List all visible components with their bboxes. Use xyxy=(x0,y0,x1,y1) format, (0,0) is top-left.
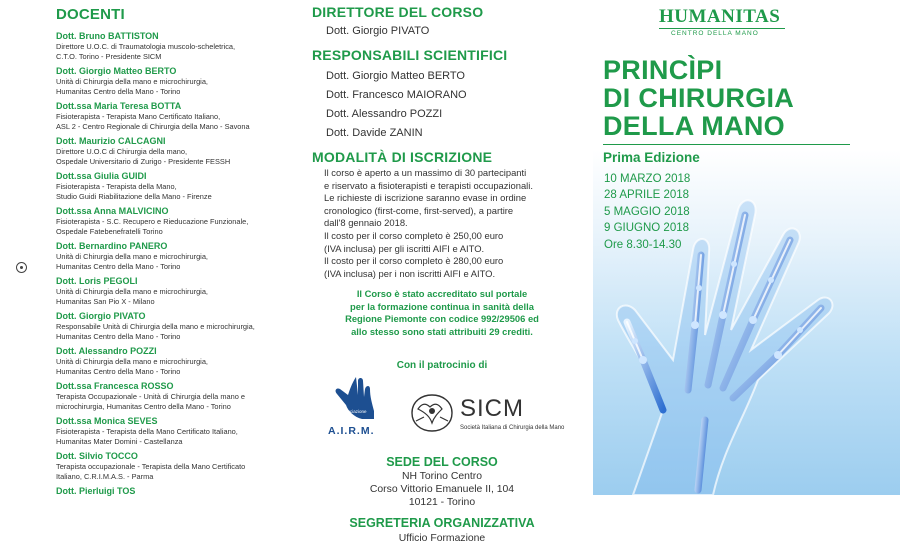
sicm-subtitle: Società Italiana di Chirurgia della Mano xyxy=(460,424,565,431)
docente-role: Fisioterapista - Terapista della Mano, xyxy=(56,182,177,191)
docente-role: Terapista Occupazionale - Unità di Chirurgia della mano e xyxy=(56,392,245,401)
docente-role: Studio Guidi Riabilitazione della Mano - Firenze xyxy=(56,192,212,201)
docente-name: Dott. Maurizio CALCAGNI xyxy=(56,136,166,146)
sede-line: Corso Vittorio Emanuele II, 104 xyxy=(369,483,515,495)
logo-divider xyxy=(659,28,785,29)
modalita-line: e riservato a fisioterapisti e terapisti occupazionali. xyxy=(324,179,533,191)
docente-name: Dott.ssa Giulia GUIDI xyxy=(56,171,147,181)
accreditation-line: per la formazione continua in sanità della xyxy=(350,300,534,312)
docente-entry xyxy=(56,206,280,237)
modalita-text xyxy=(324,167,572,280)
sicm-emblem xyxy=(408,389,456,435)
sponsor-logos xyxy=(312,375,572,447)
docente-entry xyxy=(56,171,280,202)
date-item: 5 MAGGIO 2018 xyxy=(604,205,690,218)
docente-role: Direttore U.O.C. di Traumatologia muscolo-scheletrica, xyxy=(56,42,236,51)
modalita-line: dall'8 gennaio 2018. xyxy=(324,217,408,229)
docente-role: C.T.O. Torino - Presidente SICM xyxy=(56,52,162,61)
humanitas-logo: HUMANITAS xyxy=(659,6,781,27)
modalita-line: Il costo per il corso completo è 250,00 euro xyxy=(324,229,504,241)
title-divider xyxy=(603,144,850,145)
humanitas-logo-sub: CENTRO DELLA MANO xyxy=(671,30,759,37)
docente-role: Humanitas Centro della Mano - Torino xyxy=(56,367,181,376)
direttore-name: Dott. Giorgio PIVATO xyxy=(326,25,430,37)
docente-entry xyxy=(56,311,280,342)
responsabili-list xyxy=(326,67,572,143)
docente-entry xyxy=(56,31,280,62)
docente-name: Dott. Giorgio Matteo BERTO xyxy=(56,66,177,76)
docente-name: Dott. Bruno BATTISTON xyxy=(56,31,159,41)
docente-role: Humanitas Centro della Mano - Torino xyxy=(56,87,181,96)
docente-role: Humanitas San Pio X - Milano xyxy=(56,297,155,306)
docente-name: Dott. Bernardino PANERO xyxy=(56,241,168,251)
docente-name: Dott.ssa Maria Teresa BOTTA xyxy=(56,101,182,111)
docente-role: Fisioterapista - S.C. Recupero e Rieducazione Funzionale, xyxy=(56,217,249,226)
modalita-title: MODALITÀ DI ISCRIZIONE xyxy=(312,149,493,165)
docente-role: Unità di Chirurgia della mano e microchirurgia, xyxy=(56,252,208,261)
sede-title: SEDE DEL CORSO xyxy=(386,454,498,469)
docente-role: Italiano, C.R.I.M.A.S. - Parma xyxy=(56,472,154,481)
registration-mark-left xyxy=(16,262,27,273)
docenti-title: DOCENTI xyxy=(56,6,125,23)
docente-role: ASL 2 - Centro Regionale di Chirurgia della Mano - Savona xyxy=(56,122,250,131)
sede-line: 10121 - Torino xyxy=(408,496,476,508)
cover-title-line: DI CHIRURGIA xyxy=(603,83,795,113)
airm-small-text: Associazione Italiana Riabilitazione Mano xyxy=(340,408,380,424)
docente-role: Fisioterapista - Terapista della Mano Certificato Italiano, xyxy=(56,427,238,436)
responsabili-title: RESPONSABILI SCIENTIFICI xyxy=(312,47,508,63)
docente-entry xyxy=(56,276,280,307)
docente-name: Dott.ssa Monica SEVES xyxy=(56,416,158,426)
date-item: 10 MARZO 2018 xyxy=(604,173,691,185)
sicm-name: SICM xyxy=(460,394,524,422)
docente-role: Unità di Chirurgia della mano e microchirurgia, xyxy=(56,77,208,86)
airm-logo xyxy=(326,375,384,443)
info-column xyxy=(312,0,572,545)
docente-role: Humanitas Centro della Mano - Torino xyxy=(56,262,181,271)
segreteria-line: Ufficio Formazione xyxy=(398,532,486,544)
modalita-line: (IVA inclusa) per i non iscritti AIFI e AITO. xyxy=(324,267,496,279)
docente-entry xyxy=(56,451,280,482)
docente-role: Unità di Chirurgia della mano e microchirurgia, xyxy=(56,287,208,296)
docente-name: Dott.ssa Anna MALVICINO xyxy=(56,206,169,216)
responsabile-item: Dott. Alessandro POZZI xyxy=(326,108,443,120)
docente-entry xyxy=(56,381,280,412)
docente-entry xyxy=(56,346,280,377)
edition-label: Prima Edizione xyxy=(603,150,700,165)
docente-entry xyxy=(56,241,280,272)
sede-address xyxy=(312,470,572,509)
cover-title-line: DELLA MANO xyxy=(603,111,785,141)
docente-role: Responsabile Unità di Chirurgia della mano e microchirurgia, xyxy=(56,322,255,331)
accreditation-line: Regione Piemonte con codice 992/29506 ed xyxy=(345,313,539,325)
modalita-line: Il costo per il corso completo è 280,00 euro xyxy=(324,255,504,267)
cover-title-line: PRINCÌPI xyxy=(603,55,723,85)
dates-list xyxy=(604,171,690,253)
sede-line: NH Torino Centro xyxy=(401,470,483,482)
docente-role: Humanitas Mater Domini - Castellanza xyxy=(56,437,183,446)
airm-name: A.I.R.M. xyxy=(328,424,375,437)
accreditation-line: allo stesso sono stati attribuiti 29 crediti. xyxy=(351,325,533,337)
responsabile-item: Dott. Davide ZANIN xyxy=(326,127,423,139)
sicm-emblem-icon xyxy=(408,389,456,435)
docente-role: microchirurgia, Humanitas Centro della Mano - Torino xyxy=(56,402,231,411)
direttore-title: DIRETTORE DEL CORSO xyxy=(312,4,484,20)
cover-title xyxy=(603,56,794,140)
docente-entry xyxy=(56,101,280,132)
docente-name: Dott. Loris PEGOLI xyxy=(56,276,138,286)
docente-entry xyxy=(56,486,280,497)
modalita-line: Le richieste di iscrizione saranno evase in ordine xyxy=(324,192,527,204)
docente-role: Fisioterapista - Terapista Mano Certificato Italiano, xyxy=(56,112,221,121)
docente-name: Dott.ssa Francesca ROSSO xyxy=(56,381,174,391)
modalita-line: (IVA inclusa) per gli iscritti AIFI e AITO. xyxy=(324,242,485,254)
docente-role: Terapista occupazionale - Terapista della Mano Certificato xyxy=(56,462,246,471)
docente-entry xyxy=(56,416,280,447)
responsabile-item: Dott. Francesco MAIORANO xyxy=(326,89,467,101)
patrocinio-label: Con il patrocinio di xyxy=(396,359,488,371)
docente-entry xyxy=(56,136,280,167)
docente-name: Dott. Pierluigi TOS xyxy=(56,486,136,496)
docenti-section xyxy=(40,0,280,501)
docente-role: Direttore U.O.C di Chirurgia della mano, xyxy=(56,147,188,156)
docenti-list xyxy=(40,31,280,497)
time-item: Ore 8.30-14.30 xyxy=(604,238,682,251)
segreteria-title: SEGRETERIA ORGANIZZATIVA xyxy=(349,515,535,530)
docente-role: Ospedale Fatebenefratelli Torino xyxy=(56,227,163,236)
docente-role: Humanitas Centro della Mano - Torino xyxy=(56,332,181,341)
docente-name: Dott. Giorgio PIVATO xyxy=(56,311,146,321)
accreditation-note xyxy=(312,288,572,338)
modalita-line: cronologico (first-come, first-served), a partire xyxy=(324,204,514,216)
docente-name: Dott. Alessandro POZZI xyxy=(56,346,157,356)
accreditation-line: Il Corso è stato accreditato sul portale xyxy=(356,288,528,300)
docente-role: Ospedale Universitario di Zurigo - Presidente FESSH xyxy=(56,157,231,166)
docente-role: Unità di Chirurgia della mano e microchirurgia, xyxy=(56,357,208,366)
docente-entry xyxy=(56,66,280,97)
date-item: 28 APRILE 2018 xyxy=(604,189,690,202)
date-item: 9 GIUGNO 2018 xyxy=(604,222,690,235)
cover-panel xyxy=(593,0,900,495)
docente-name: Dott. Silvio TOCCO xyxy=(56,451,138,461)
responsabile-item: Dott. Giorgio Matteo BERTO xyxy=(326,70,465,82)
modalita-line: Il corso è aperto a un massimo di 30 partecipanti xyxy=(324,167,527,178)
